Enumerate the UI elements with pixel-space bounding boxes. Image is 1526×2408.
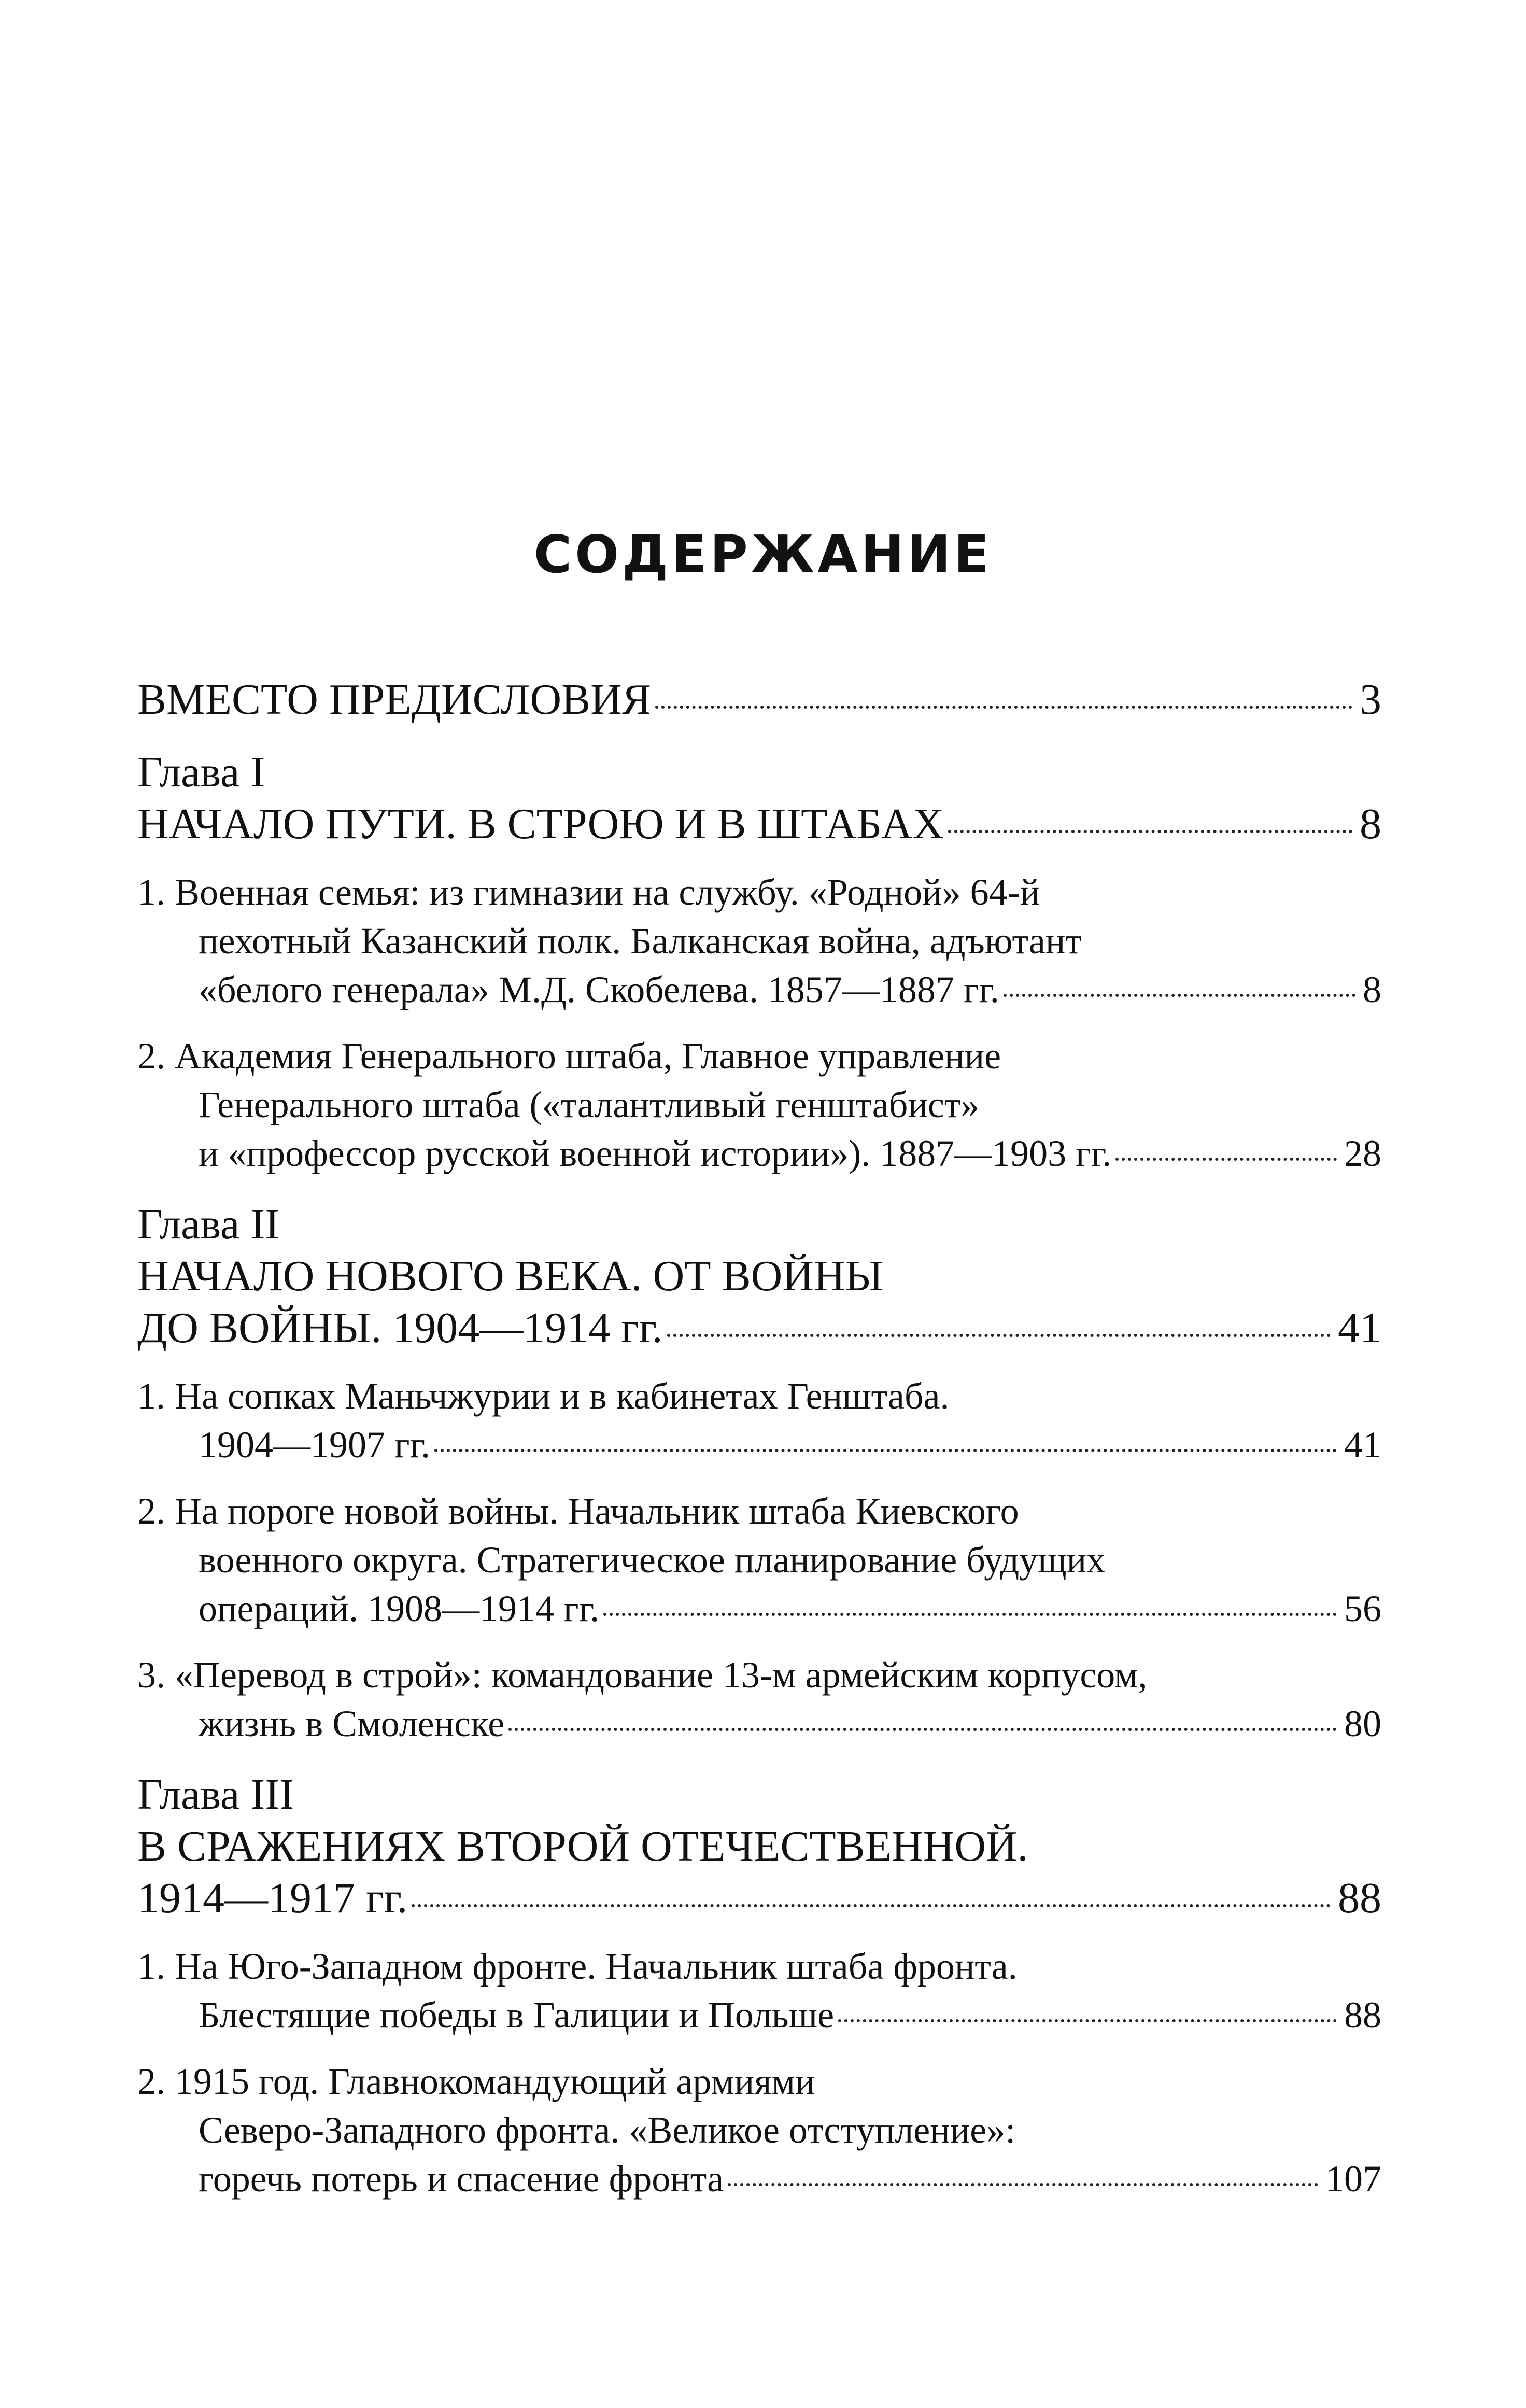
toc-entry-intro[interactable] <box>137 674 1381 726</box>
dot-leader <box>948 830 1352 833</box>
dot-leader <box>655 706 1352 709</box>
dot-leader <box>728 2183 1318 2186</box>
toc-chapter <box>137 1199 1381 1354</box>
toc-entry-chapter[interactable] <box>137 1302 1381 1354</box>
toc-page-number: 88 <box>1338 1874 1381 1922</box>
page-title: СОДЕРЖАНИЕ <box>533 524 993 585</box>
toc-entry-section <box>137 2154 1381 2203</box>
chapter-label: Глава III <box>137 1770 294 1819</box>
dot-leader <box>667 1334 1331 1337</box>
chapter-title-line: НАЧАЛО НОВОГО ВЕКА. ОТ ВОЙНЫ <box>137 1252 883 1300</box>
toc-section[interactable] <box>137 1651 1381 1748</box>
toc-page-number: 28 <box>1344 1133 1381 1174</box>
section-title-line: 2. 1915 год. Главнокомандующий армиями <box>137 2061 815 2102</box>
chapter-title: ДО ВОЙНЫ. 1904—1914 гг. <box>137 1304 663 1352</box>
section-title-line: пехотный Казанский полк. Балканская война, адъютант <box>199 920 1082 962</box>
toc-page-number: 80 <box>1344 1703 1381 1744</box>
dot-leader <box>1115 1158 1337 1161</box>
section-title-last: горечь потерь и спасение фронта <box>199 2158 724 2200</box>
chapter-label: Глава I <box>137 748 265 796</box>
toc-page-number: 107 <box>1325 2158 1381 2200</box>
section-title-last: и «профессор русской военной истории»). 1887—1903 гг. <box>199 1133 1112 1174</box>
toc-page-number: 41 <box>1338 1304 1381 1352</box>
chapter-title-line: В СРАЖЕНИЯХ ВТОРОЙ ОТЕЧЕСТВЕННОЙ. <box>137 1822 1028 1870</box>
section-title-line: 1. Военная семья: из гимназии на службу. «Родной» 64-й <box>137 871 1040 913</box>
section-title-line: 1. На сопках Маньчжурии и в кабинетах Генштаба. <box>137 1375 950 1417</box>
dot-leader <box>508 1728 1337 1731</box>
section-title-line: военного округа. Стратегическое планирование будущих <box>199 1539 1106 1581</box>
toc-page-number: 3 <box>1360 675 1381 724</box>
section-title-last: «белого генерала» М.Д. Скобелева. 1857—1887 гг. <box>199 969 999 1010</box>
toc-page-number: 8 <box>1360 800 1381 848</box>
dot-leader <box>838 2019 1337 2022</box>
toc-section[interactable] <box>137 1942 1381 2039</box>
toc-section[interactable] <box>137 1032 1381 1178</box>
toc-chapter <box>137 1769 1381 1924</box>
toc-entry-section <box>137 1129 1381 1178</box>
toc-entry-section <box>137 965 1381 1014</box>
toc-page-number: 8 <box>1363 969 1381 1010</box>
toc-entry-section <box>137 1420 1381 1469</box>
chapter-title: 1914—1917 гг. <box>137 1874 408 1922</box>
toc-entry-title: ВМЕСТО ПРЕДИСЛОВИЯ <box>137 675 651 724</box>
dot-leader <box>412 1904 1331 1907</box>
toc-entry-section <box>137 1991 1381 2039</box>
chapter-list <box>137 747 1381 2203</box>
toc-entry-section <box>137 1584 1381 1633</box>
section-title-line: 2. На пороге новой войны. Начальник штаба Киевского <box>137 1490 1019 1532</box>
section-title-last: операций. 1908—1914 гг. <box>199 1588 599 1629</box>
toc-page-number: 41 <box>1344 1424 1381 1466</box>
toc-section[interactable] <box>137 1487 1381 1633</box>
toc-page-number: 56 <box>1344 1588 1381 1629</box>
section-title-last: Блестящие победы в Галиции и Польше <box>199 1994 835 2036</box>
toc-page-number: 88 <box>1344 1994 1381 2036</box>
toc-entry-section <box>137 1699 1381 1748</box>
dot-leader <box>434 1449 1337 1452</box>
toc-section[interactable] <box>137 868 1381 1014</box>
section-title-line: 3. «Перевод в строй»: командование 13-м армейским корпусом, <box>137 1654 1148 1696</box>
chapter-label: Глава II <box>137 1200 280 1248</box>
toc-entry-chapter[interactable] <box>137 1872 1381 1924</box>
dot-leader <box>1004 994 1355 997</box>
toc-entry-chapter[interactable] <box>137 798 1381 850</box>
table-of-contents <box>137 674 1381 2203</box>
section-title-line: 2. Академия Генерального штаба, Главное управление <box>137 1035 1001 1077</box>
section-title-last: жизнь в Смоленске <box>199 1703 505 1744</box>
section-title-line: Северо-Западного фронта. «Великое отступление»: <box>199 2109 1016 2151</box>
section-title-line: 1. На Юго-Западном фронте. Начальник штаба фронта. <box>137 1946 1018 1987</box>
toc-chapter <box>137 747 1381 850</box>
dot-leader <box>603 1613 1337 1616</box>
chapter-title: НАЧАЛО ПУТИ. В СТРОЮ И В ШТАБАХ <box>137 800 944 848</box>
section-title-line: Генерального штаба («талантливый генштабист» <box>199 1084 980 1125</box>
toc-section[interactable] <box>137 2057 1381 2203</box>
toc-section[interactable] <box>137 1372 1381 1469</box>
section-title-last: 1904—1907 гг. <box>199 1424 430 1466</box>
